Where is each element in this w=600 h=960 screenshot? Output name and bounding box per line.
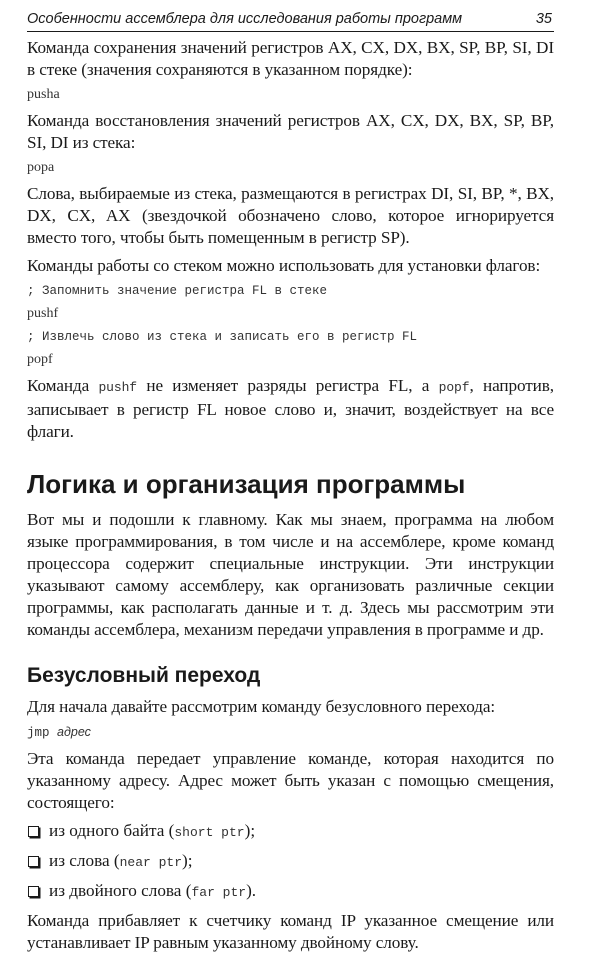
text-span: из слова ( — [49, 851, 120, 870]
section-heading: Логика и организация программы — [27, 469, 466, 499]
paragraph-program-logic: Вот мы и подошли к главному. Как мы знаем, программа на любом языке программирования, в том числе и на ассемблере, кроме команд процессора содержит специальные инструкции. Эти инструкции указывают самому ассемблеру, как организовать различные секции программы, как располагать данные и т. д. Здесь мы рассмотрим эти команды ассемблера, механизм передачи управления в программе и др. — [27, 510, 554, 639]
square-bullet-icon — [28, 856, 39, 867]
text-span: ). — [246, 881, 257, 900]
square-bullet-icon — [28, 886, 39, 897]
text-span: ); — [244, 821, 256, 840]
paragraph-popa-description: Команда восстановления значений регистров AX, CX, DX, BX, SP, BP, SI, DI из стека: — [27, 111, 554, 152]
list-item — [27, 820, 554, 844]
paragraph-jmp-intro: Для начала давайте рассмотрим команду безусловного перехода: — [27, 697, 496, 716]
paragraph-pusha-description: Команда сохранения значений регистров AX, CX, DX, BX, SP, BP, SI, DI в стеке (значения сохраняются в указанном порядке): — [27, 38, 554, 79]
text-span: ); — [182, 851, 193, 870]
text-span: из двойного слова ( — [49, 881, 192, 900]
code-jmp — [27, 724, 554, 741]
paragraph-jmp-description: Эта команда передает управление команде, которая находится по указанному адресу. Адрес может быть указан с помощью смещения, состоящего: — [27, 749, 554, 812]
list-item — [27, 880, 554, 904]
paragraph-ip-update: Команда прибавляет к счетчику команд IP указанное смещение или устанавливает IP равным указанному двойному слову. — [27, 911, 554, 952]
code-comment-restore-fl: ; Извлечь слово из стека и записать его в регистр FL — [27, 330, 418, 344]
text-span: , напротив, записывает в регистр FL новое слово и, значит, воздействует на все флаги. — [27, 376, 554, 441]
subsection-heading: Безусловный переход — [27, 664, 261, 687]
paragraph-flags-intro: Команды работы со стеком можно использовать для установки флагов: — [27, 256, 541, 275]
inline-code: short ptr — [174, 825, 245, 840]
inline-code-popf: popf — [438, 380, 470, 395]
code-pushf: pushf — [27, 306, 59, 321]
code-popf: popf — [27, 352, 53, 367]
text-span: Команда — [27, 376, 99, 395]
page-number: 35 — [535, 11, 552, 27]
list-item — [27, 850, 554, 874]
inline-code: far ptr — [191, 885, 247, 900]
code-instruction: jmp — [27, 726, 58, 740]
running-header — [27, 10, 554, 32]
code-argument: адрес — [57, 725, 91, 739]
text-span: не изменяет разряды регистра FL, а — [137, 376, 439, 395]
inline-code-pushf: pushf — [98, 380, 137, 395]
page-body — [27, 37, 554, 960]
paragraph-popa-order: Слова, выбираемые из стека, размещаются в регистрах DI, SI, BP, *, BX, DX, CX, AX (звездочкой обозначено слово, которое игнорируется вместо того, чтобы быть помещенным в регистр SP). — [27, 184, 554, 247]
offset-size-list — [27, 820, 554, 904]
text-span: из одного байта ( — [49, 821, 175, 840]
running-header-title: Особенности ассемблера для исследования работы программ — [27, 11, 463, 27]
code-pusha: pusha — [27, 87, 60, 102]
inline-code: near ptr — [119, 855, 183, 870]
code-popa: popa — [27, 160, 55, 175]
paragraph-pushf-popf — [27, 375, 554, 443]
code-comment-save-fl: ; Запомнить значение регистра FL в стеке — [27, 284, 328, 298]
